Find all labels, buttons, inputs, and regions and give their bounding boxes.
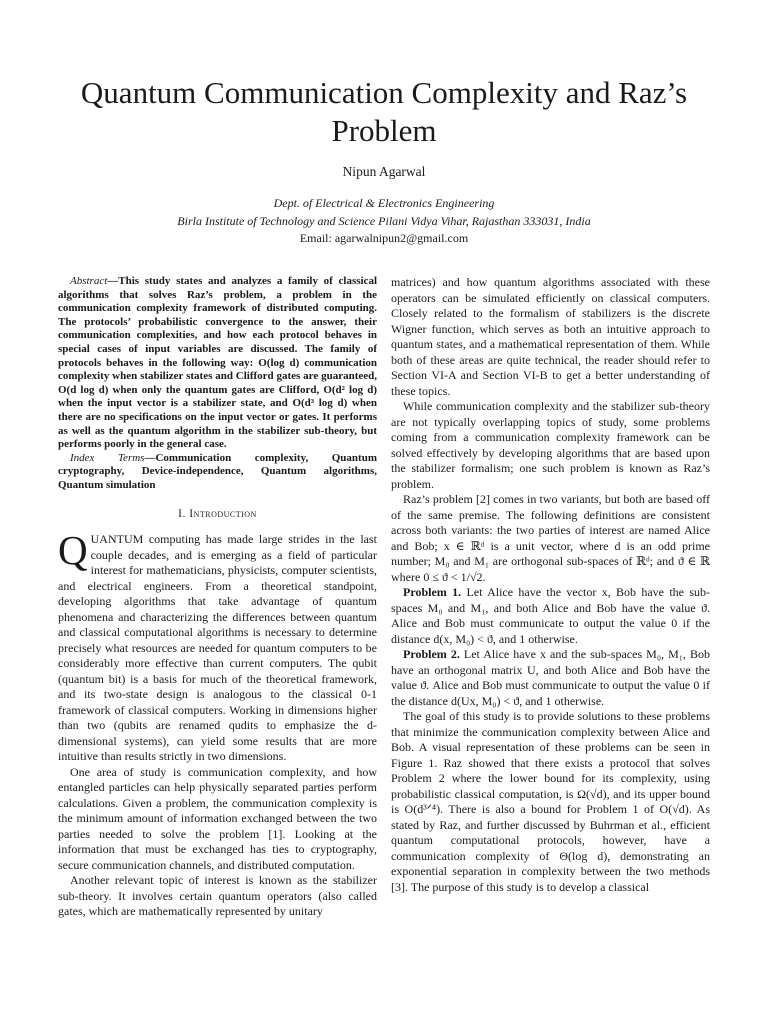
author-email: Email: agarwalnipun2@gmail.com <box>299 231 469 245</box>
right-column <box>391 275 710 895</box>
right-paragraph-1: matrices) and how quantum algorithms associated with these operators can be simulated efficiently on classical computers. Closely related to the formalism of stabilizers is the discrete Wigner function, which serves as both an intuitive approach to quantum states, and a mathematical representation of them. While both of these areas are quite technical, the reader should refer to Section VI-A and Section VI-B to get a better understanding of these topics. <box>391 275 710 398</box>
affiliation-dept: Dept. of Electrical & Electronics Engineering <box>273 196 495 210</box>
affiliation-institute: Birla Institute of Technology and Science Pilani Vidya Vihar, Rajasthan 333031, India <box>177 213 591 228</box>
index-terms-label: Index Terms <box>70 451 145 464</box>
intro-paragraph-2: One area of study is communication complexity, and how entangled particles can help physically separated parties perform calculations. Given a problem, the communication complexity is the minimum amount of information exchanged between the two parties needed to solve the problem [1]. Looking at the information that must be exchanged has ties to cryptography, secure communication channels, and distributed computation. <box>58 764 377 872</box>
problem-1-text: Let Alice have the vector x, Bob have the sub-spaces M₀ and M₁, and both Alice and Bob have the value ϑ. Alice and Bob must communicate to output the value 0 if the distance d(x, M₀) < ϑ, and 1 otherwise. <box>391 585 710 646</box>
author-affiliation <box>0 195 768 248</box>
intro-p1-text: UANTUM computing has made large strides in the last couple decades, and is emerging as a field of particular interest for mathematicians, physicists, computer scientists, and electrical engineers. From a theoretical standpoint, developing algorithms that take advantage of quantum phenomena and characterizing the differences between quantum and classical computational algorithms is necessary to determine precisely what resources are needed for quantum computers to be considerably more effective than current computers. The qubit (quantum bit) is a basis for much of the theoretical framework, and its two-state design is analogous to the classical 0-1 framework of classical computers. Working in dimensions higher than two (qubits are renamed qudits to emphasize the d-dimensional systems), can yield some results that are more intuitive than results strictly in two dimensions. <box>58 532 377 763</box>
problem-2 <box>391 647 710 709</box>
problem-2-text: Let Alice have x and the sub-spaces M₀, M₁, Bob have an orthogonal matrix U, and both Alice and Bob have the value ϑ. Alice and Bob must communicate to output the value 0 if the distance d(Ux, M₀) < ϑ, and 1 otherwise. <box>391 647 710 708</box>
left-column <box>58 275 377 920</box>
problem-2-label: Problem 2. <box>403 647 460 661</box>
section-heading-introduction <box>58 507 377 523</box>
intro-paragraph-3: Another relevant topic of interest is known as the stabilizer sub-theory. It involves certain quantum operators (also called gates, which are mathematically represented by unitary <box>58 873 377 918</box>
author-name: Nipun Agarwal <box>342 164 426 179</box>
index-terms-text: —Communication complexity, Quantum cryptography, Device-independence, Quantum algorithms, Quantum simulation <box>58 451 377 491</box>
abstract-text: —This study states and analyzes a family of classical algorithms that solves Raz’s problem, a problem in the communication complexity framework of distributed computing. The protocols’ probabilistic convergence to the answer, their communication complexities, and how each protocol behaves in special cases of input variables are discussed. The family of protocols behaves in the following way: O(log d) communication complexity when stabilizer states and Clifford gates are guaranteed, O(d log d) when only the quantum gates are Clifford, O(d² log d) when the input vector is a stabilizer state, and O(d³ log d) when there are no specifications on the input vector or gates. It performs as well as the quantum algorithm in the stabilizer sub-theory, but performs poorly in the general case. <box>58 275 377 451</box>
right-paragraph-2: While communication complexity and the stabilizer sub-theory are not typically overlapping topics of study, some problems coming from a communication complexity framework can be solved effectively by developing algorithms that are based upon the stabilizer formalism; one such problem is known as Raz’s problem. <box>391 399 710 491</box>
abstract-paragraph <box>58 275 377 452</box>
drop-cap: Q <box>58 527 88 573</box>
abstract <box>58 275 377 493</box>
abstract-label: Abstract <box>70 275 108 287</box>
paper-title: Quantum Communication Complexity and Raz’s Problem <box>80 75 688 148</box>
section-number: I. <box>178 507 190 520</box>
intro-paragraph-1 <box>58 527 377 765</box>
section-title: Introduction <box>189 507 257 520</box>
right-paragraph-4: The goal of this study is to provide solutions to these problems that minimize the communication complexity between Alice and Bob. A visual representation of these problems can be seen in Figure 1. Raz showed that there exists a protocol that solves Problem 2 where the lower bound for its complexity, using probabilistic classical computation, is Ω(√d), and its upper bound is O(d³ᐟ⁴). There is also a bound for Problem 1 of O(√d). As stated by Raz, and further discussed by Buhrman et al., efficient quantum computational protocols, however, have a communication complexity of Θ(log d), demonstrating an exponential separation in complexity between the two methods [3]. The purpose of this study is to develop a classical <box>391 709 710 894</box>
index-terms-paragraph <box>58 452 377 493</box>
problem-1 <box>391 585 710 647</box>
problem-1-label: Problem 1. <box>403 585 462 599</box>
right-paragraph-3: Raz’s problem [2] comes in two variants, but both are based off of the same premise. The following definitions are consistent across both variants: the two parties of interest are named Alice and Bob; x ∈ ℝᵈ is a unit vector, where d is an odd prime number; M₀ and M₁ are orthogonal sub-spaces of ℝᵈ; and ϑ ∈ ℝ where 0 ≤ ϑ < 1/√2. <box>391 492 710 584</box>
